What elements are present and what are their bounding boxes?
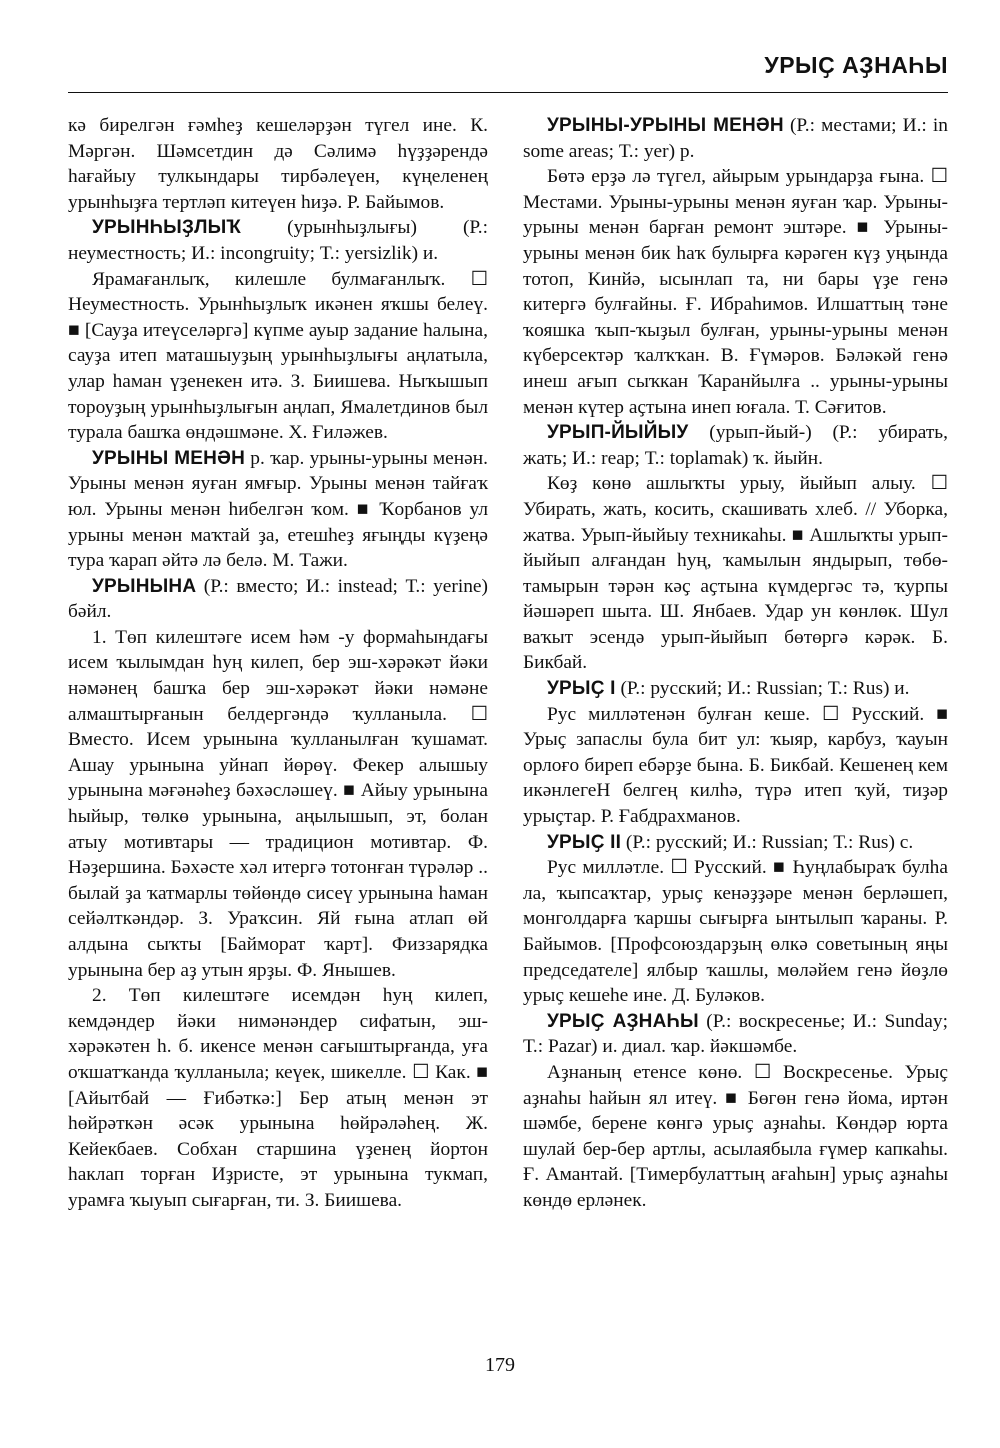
entry-urys-2 — [523, 830, 948, 856]
entry-definition: Бөтә ерҙә лә түгел, айырым урындарҙа ғына. ☐ Местами. Урыны-урыны менән яуған ҡар. Урыны-урыны менән барған ремонт эштәре. ■ Урыны-урыны менән бик һаҡ булырға кәрәген күҙ уңында тотоп, Кинйә, ысынлап та, ни бары үҙе генә китергә булғайны. Ғ. Ибраһимов. Илшаттың тәне ҡояшка ҡып-ҡыҙыл булған, урыны-урыны менән күберсектәр ҡалҡҡан. В. Ғүмәров. Бәләкәй генә инеш ағып сыҡкан Ҡаранйылға .. урыны-урыны менән күтер аҫтына инеп юғала. Т. Сәғитов. — [523, 166, 948, 418]
headword: УРЫП-ЙЫЙЫУ — [547, 422, 689, 444]
entry-definition: Рус милләтенән булған кеше. ☐ Русский. ■ Урыҫ запаслы була бит ул: ҡыяр, карбуз, ҡауын орлоғо биреп ебәрҙе бына. Б. Бикбай. Кешенең кем икәнлегеН белгең килһә, түрә итеп ҡуй, тиҙәр урыҫтар. Р. Ғабдрахманов. — [523, 703, 948, 828]
entry-definition: Ярамағанлыҡ, килешле булмағанлыҡ. ☐ Неуместность. Урынһыҙлыҡ икәнен яҡшы белеү. ■ [Сауҙа итеүселәргә] күпме ауыр задание һалына, сауҙа итеп маташыуҙың урынһыҙлығы аңлатыла, улар һаман үҙенекен итә. З. Биишева. Ныҡышып тороуҙың урынһыҙлығын аңлап, Ямалетдинов был турала башҡа өндәшмәне. Х. Ғиләжев. — [68, 268, 488, 444]
entry-definition: Аҙнаның етенсе көнө. ☐ Воскресенье. Урыҫ аҙнаһы һайын ял итеү. ■ Бөгөн генә йома, иртән шәмбе, берене көнгә урыҫ аҙнаһы. Көндәр юрта шулай бер-бер артлы, асылаябыла ғүмер капкаһы. Ғ. Амантай. [Тимербулаттың ағаһын] урыҫ аҙнаһы көндө ерләнек. — [523, 1061, 948, 1211]
entry-uryny-uryny-menen — [523, 113, 948, 164]
sense-1: 1. Төп килештәге исем һәм -у формаһындағы исем ҡылымдан һуң килеп, бер эш-хәрәкәт йәки нәмәнең башҡа бер эш-хәрәкәт йәки нәмәне алмаштырғанын белдергәндә ҡулланыла. ☐ Вместо. Исем урынына ҡулланылған ҡушамат. Ашау урынына уйнап йөрөү. Фекер алышыу урынына мәғәнәһеҙ бәхәсләшеү. ■ Айыу урынына һыйыр, төлкө урынына, аңылышып, эт, болан атыу мотивтары — традицион мотивтар. Ф. Нәҙершина. Бәхәсте хәл итергә тотонған түрәләр .. былай ҙа ҡатмарлы төйөндө сисеү урынына һаман сейәлткәндәр. З. Ураҡсин. Яй ғына атлап өй алдына сыҡты [Байморат ҡарт]. Физзарядка урынына бер аҙ утын ярҙы. Ф. Янышев. — [68, 626, 488, 981]
headword: УРЫНЫНА — [92, 575, 197, 597]
entry-definition: Көҙ көнө ашлыҡты урыу, йыйып алыу. ☐ Убирать, жать, косить, скашивать хлеб. // Уборка, жатва. Урып-йыйыу техникаһы. ■ Ашлыҡты урып-йыйып алғандан һуң, ҡамылын яндырып, төбө-тамырын тәрән кәҫ аҫтына күмдергәс тә, ҡурпы йәшәреп шыта. Ш. Янбаев. Удар ун көнлөк. Шул ваҡыт эсендә урып-йыйып бөтөргә кәрәк. Б. Бикбай. — [523, 473, 948, 674]
entry-urynyna — [68, 574, 488, 625]
header-rule — [68, 92, 948, 93]
entry-urys-aznahy — [523, 1009, 948, 1060]
entry-uryp-yyyyu — [523, 420, 948, 471]
headword: УРЫҪ АҘНАҺЫ — [547, 1010, 699, 1032]
headword: УРЫҪ II — [547, 831, 622, 853]
headword: УРЫНЫ МЕНӘН — [92, 447, 246, 469]
headword: УРЫНЫ-УРЫНЫ МЕНӘН — [547, 115, 784, 136]
headword: УРЫНҺЫҘЛЫҠ — [92, 217, 242, 239]
right-column — [523, 113, 948, 1214]
entry-continuation: кә бирелгән ғәмһеҙ кешеләрҙән түгел ине. К. Мәргән. Шәмсетдин дә Сәлимә һүҙҙәрендә һағайыу тулкындары тирбәлеүен, күңеленең урынһыҙға тертләп китеүен һиҙә. Р. Байымов. — [68, 115, 488, 213]
entry-grammar: (урып-йый-) (Р.: убирать, жать; И.: reap; Т.: toplamak) ҡ. йыйн. — [523, 422, 948, 469]
entry-urys-1 — [523, 676, 948, 702]
entry-definition: Рус милләтле. ☐ Русский. ■ Һуңлабыраҡ булһа ла, ҡыпсаҡтар, урыҫ кенәҙҙәре менән берләшеп, монголдарға ҡаршы сығырға ынтылып ҡараны. Р. Байымов. [Профсоюздарҙың өлкә советының яңы председателе] ялбыр ҡашлы, мөләйем генә йөҙлө урыҫ кешеһе ине. Д. Буләков. — [523, 857, 948, 1007]
entry-grammar: (Р.: вместо; И.: instead; Т.: yerine) бәйл. — [68, 575, 488, 623]
entry-body: р. ҡар. урыны-урыны менән. Урыны менән яуған ямғыр. Урыны менән тайғаҡ юл. Урыны менән һибелгән ҡом. ■ Ҡорбанов ул урыны менән маҡтай ҙа, етешһеҙ яғыңды күҙеңә тура ҡарап әйтә лә белә. М. Тажи. — [68, 447, 488, 572]
entry-grammar: (Р.: русский; И.: Russian; Т.: Rus) и. — [620, 678, 910, 700]
entry-grammar: (Р.: воскресенье; И.: Sunday; Т.: Pazar) и. диал. ҡар. йәкшәмбе. — [523, 1010, 949, 1058]
entry-grammar: (Р.: местами; И.: in some areas; Т.: yer) р. — [523, 115, 948, 162]
entry-grammar: (урынһыҙлығы) (Р.: неуместность; И.: incongruity; Т.: yersizlik) и. — [68, 217, 488, 264]
entry-grammar: (Р.: русский; И.: Russian; Т.: Rus) с. — [625, 831, 914, 853]
running-head: УРЫҪ АҘНАҺЫ — [764, 52, 948, 78]
headword: УРЫҪ I — [547, 678, 616, 700]
entry-uryny-menen — [68, 446, 488, 574]
page-number: 179 — [485, 1354, 515, 1376]
sense-2: 2. Төп килештәге исемдән һуң килеп, кемдәндер йәки нимәнәндер сифатын, эш-хәрәкәтен һ. б. икенсе менән сағыштырғанда, уға оҡшатҡанда ҡулланыла; кеүек, шикелле. ☐ Как. ■ [Айытбай — Ғибәткә:] Бер атың менән эт һөйрәткән әсәк урынына һөйрәләһең. Ж. Кейекбаев. Собхан старшина үҙенең йортон һаклап торған Иҙристе, эт урынына тукмап, урамға ҡыуып сығарған, ти. З. Биишева. — [68, 985, 488, 1211]
entry-urynhyzlyk — [68, 215, 488, 266]
left-column — [68, 113, 488, 1214]
